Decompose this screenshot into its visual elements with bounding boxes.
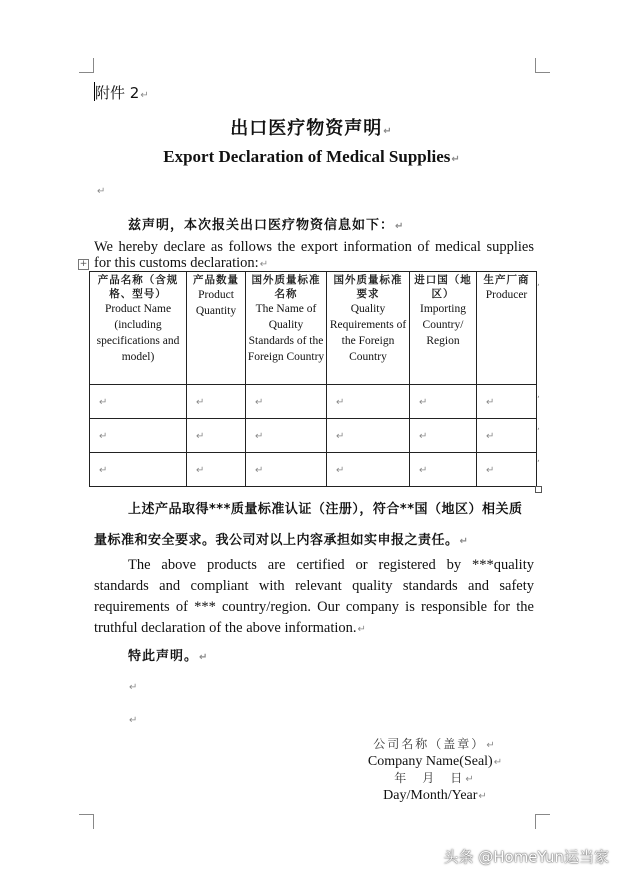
page-corner-mark-bottom-left bbox=[79, 814, 94, 829]
date-english[interactable]: Day/Month/Year↵ bbox=[383, 788, 487, 803]
table-row bbox=[90, 453, 537, 487]
header-cell-quality-standard-name[interactable]: 国外质量标准名称 The Name of Quality Standards of the Foreign Country bbox=[246, 272, 327, 385]
table-cell[interactable]: ↵ bbox=[477, 419, 537, 453]
table-cell[interactable]: ↵ bbox=[246, 453, 327, 487]
table-cell[interactable]: ↵ bbox=[90, 385, 187, 419]
hereby-declare-chinese[interactable]: 特此声明。↵ bbox=[128, 649, 209, 664]
table-row bbox=[90, 385, 537, 419]
empty-paragraph-mark[interactable]: ↵ bbox=[97, 186, 106, 197]
attachment-label[interactable]: 附件 2↵ bbox=[95, 84, 149, 102]
table-resize-handle[interactable] bbox=[535, 486, 542, 493]
table-cell[interactable]: ↵ bbox=[327, 419, 410, 453]
product-info-table[interactable] bbox=[89, 271, 537, 487]
header-cell-producer[interactable]: 生产厂商 Producer bbox=[477, 272, 537, 385]
table-cell[interactable]: ↵ bbox=[187, 385, 246, 419]
table-cell[interactable]: ↵ bbox=[477, 453, 537, 487]
title-chinese[interactable]: 出口医疗物资声明↵ bbox=[230, 118, 393, 139]
company-name-chinese[interactable]: 公司名称（盖章）↵ bbox=[373, 737, 497, 751]
row-end-mark: , bbox=[537, 390, 540, 400]
title-english[interactable]: Export Declaration of Medical Supplies↵ bbox=[163, 147, 460, 166]
page-corner-mark-top-left bbox=[79, 58, 94, 73]
table-cell[interactable]: ↵ bbox=[187, 453, 246, 487]
watermark-text: 头条 @HomeYun运当家 bbox=[443, 848, 609, 866]
row-end-mark: , bbox=[537, 278, 540, 288]
certification-english[interactable]: The above products are certified or registered by ***quality standards and compliant with relevant quality standards and safety requirements of *** country/region. Our company is responsible for the truthful declaration of the above information.↵ bbox=[94, 557, 534, 636]
table-cell[interactable]: ↵ bbox=[246, 419, 327, 453]
table-row bbox=[90, 419, 537, 453]
table-cell[interactable]: ↵ bbox=[90, 419, 187, 453]
header-cell-importing-country[interactable]: 进口国（地区） Importing Country/ Region bbox=[410, 272, 477, 385]
table-cell[interactable]: ↵ bbox=[477, 385, 537, 419]
company-name-english[interactable]: Company Name(Seal)↵ bbox=[367, 754, 503, 769]
table-header-row bbox=[90, 272, 537, 385]
table-cell[interactable]: ↵ bbox=[187, 419, 246, 453]
table-cell[interactable]: ↵ bbox=[410, 419, 477, 453]
date-chinese[interactable]: 年 月 日↵ bbox=[394, 771, 476, 785]
table-cell[interactable]: ↵ bbox=[327, 453, 410, 487]
empty-paragraph-mark[interactable]: ↵ bbox=[129, 715, 138, 726]
table-move-handle-icon[interactable]: + bbox=[79, 259, 88, 269]
table-cell[interactable]: ↵ bbox=[327, 385, 410, 419]
declaration-chinese[interactable]: 兹声明，本次报关出口医疗物资信息如下：↵ bbox=[128, 218, 405, 233]
empty-paragraph-mark[interactable]: ↵ bbox=[129, 682, 138, 693]
row-end-mark: , bbox=[537, 454, 540, 464]
row-end-mark: , bbox=[537, 422, 540, 432]
declaration-english[interactable]: We hereby declare as follows the export information of medical supplies for this customs declaration:↵ bbox=[94, 239, 534, 271]
table-cell[interactable]: ↵ bbox=[90, 453, 187, 487]
header-cell-quantity[interactable]: 产品数量 Product Quantity bbox=[187, 272, 246, 385]
header-cell-product-name[interactable]: 产品名称（含规格、型号） Product Name (including specifications and model) bbox=[90, 272, 187, 385]
header-cell-quality-requirements[interactable]: 国外质量标准要求 Quality Requirements of the Foreign Country bbox=[327, 272, 410, 385]
certification-chinese[interactable]: 上述产品取得***质量标准认证（注册），符合**国（地区）相关质量标准和安全要求。我公司对以上内容承担如实申报之责任。↵ bbox=[94, 502, 523, 548]
page-corner-mark-bottom-right bbox=[535, 814, 550, 829]
table-cell[interactable]: ↵ bbox=[246, 385, 327, 419]
page-corner-mark-top-right bbox=[535, 58, 550, 73]
table-cell[interactable]: ↵ bbox=[410, 385, 477, 419]
table-cell[interactable]: ↵ bbox=[410, 453, 477, 487]
